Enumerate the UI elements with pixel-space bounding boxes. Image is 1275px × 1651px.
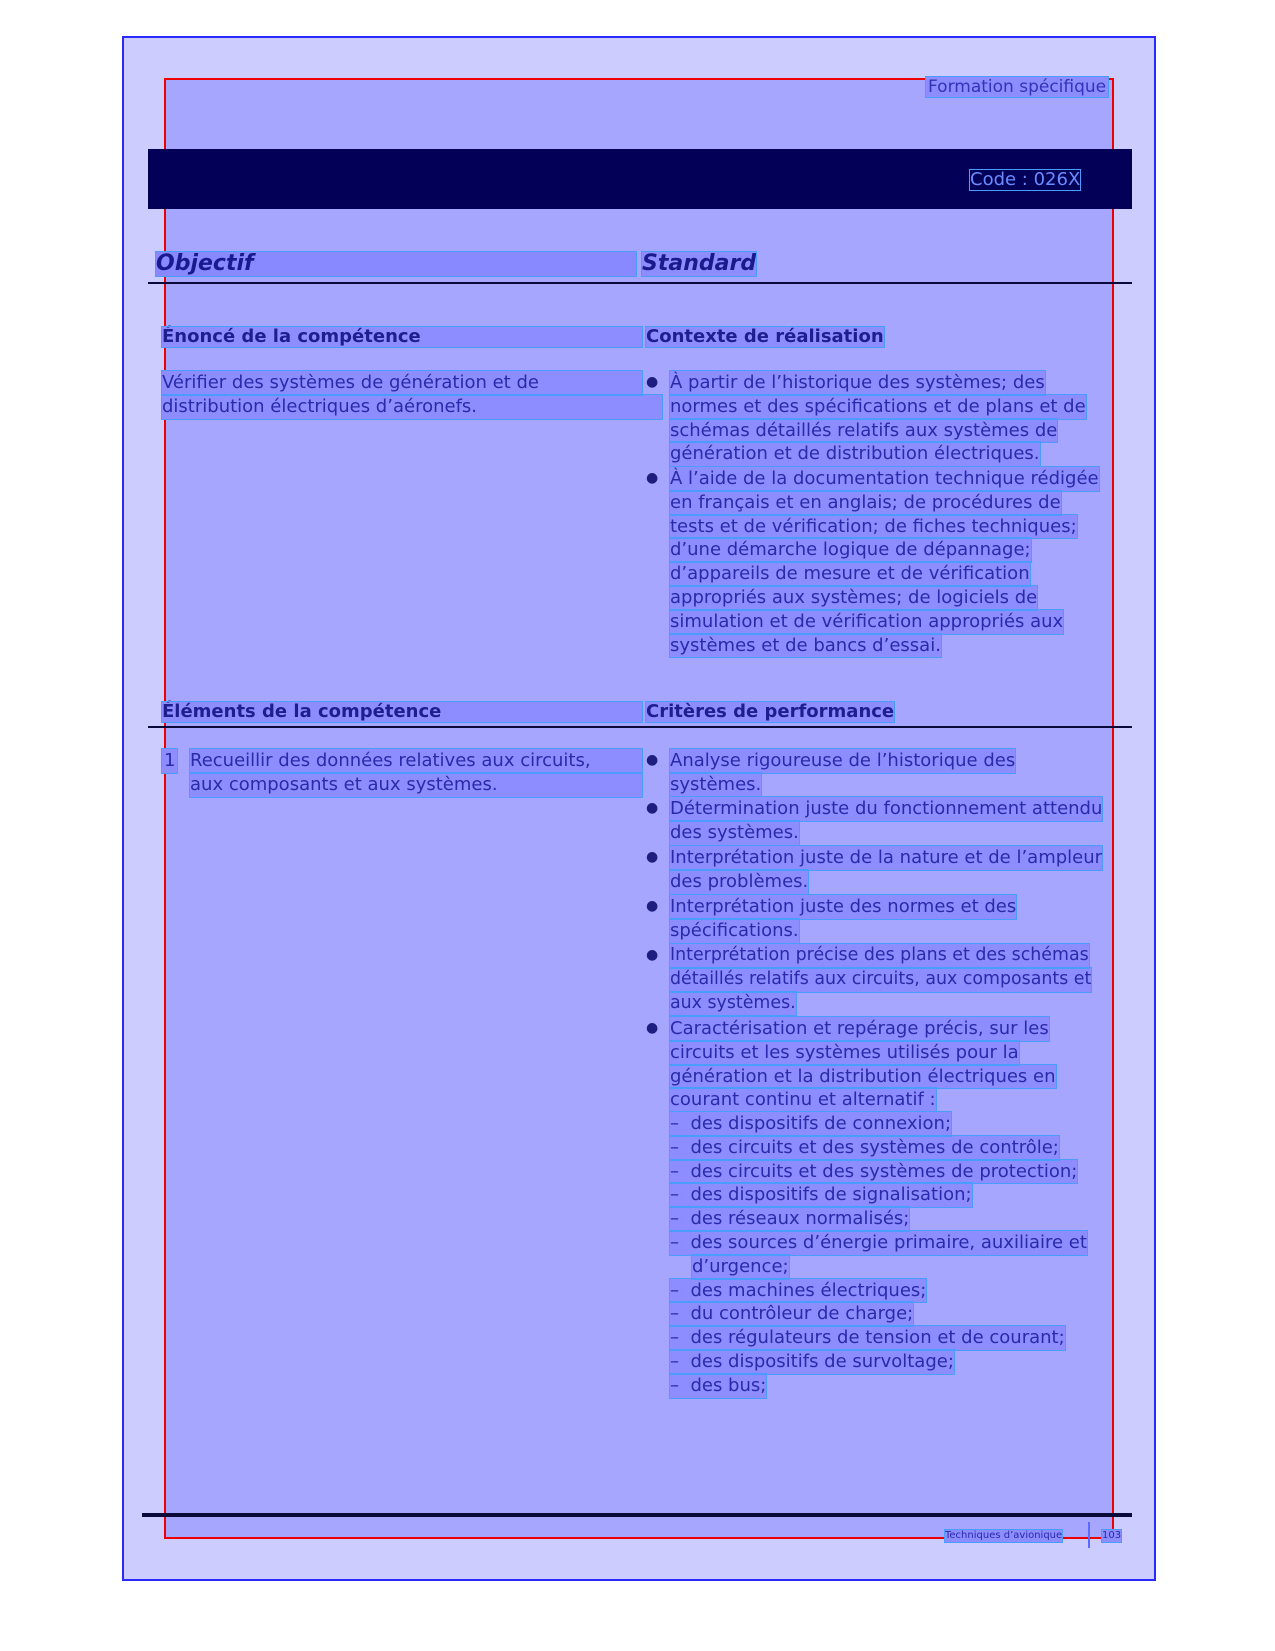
dash-list: [670, 1112, 1087, 1398]
footer-title: Techniques d’avionique: [945, 1530, 1063, 1541]
critere-bullet: [670, 944, 1091, 1015]
critere-line: Interprétation juste des normes et des: [670, 896, 1017, 917]
enonce-line: Vérifier des systèmes de génération et de: [162, 371, 642, 395]
contexte-line: schémas détaillés relatifs aux systèmes de: [670, 419, 1058, 441]
contexte-line: simulation et de vérification appropriés aux: [670, 610, 1064, 632]
critere-bullet: [670, 1017, 1056, 1112]
critere-line: Interprétation précise des plans et des schémas: [670, 944, 1089, 968]
critere-line: Interprétation juste de la nature et de l’ampleur: [670, 847, 1103, 868]
objectif-heading: Objectif: [156, 252, 636, 276]
bullet-icon: ●: [646, 849, 659, 865]
critere-line: détaillés relatifs aux circuits, aux composants et: [670, 968, 1091, 992]
contexte-line: systèmes et de bancs d’essai.: [670, 634, 941, 656]
element-number: 1: [164, 750, 176, 771]
critere-bullet: [670, 797, 1102, 845]
critere-bullet: [670, 749, 1015, 797]
footer-rule: [142, 1513, 1132, 1517]
contexte-line: en français et en anglais; de procédures de: [670, 491, 1061, 513]
contexte-line: tests et de vérification; de fiches techniques;: [670, 515, 1077, 537]
dash-item: – des sources d’énergie primaire, auxiliaire et: [670, 1231, 1087, 1253]
critere-line: circuits et les systèmes utilisés pour la: [670, 1041, 1019, 1063]
dash-item: – des régulateurs de tension et de courant;: [670, 1327, 1065, 1349]
enonce-title: Énoncé de la compétence: [162, 327, 642, 347]
critere-line: Caractérisation et repérage précis, sur les: [670, 1018, 1049, 1039]
critere-bullet: [670, 895, 1016, 943]
dash-item: – des dispositifs de signalisation;: [670, 1184, 972, 1206]
bullet-icon: ●: [646, 1020, 659, 1036]
bullet-icon: ●: [646, 800, 659, 816]
bullet-icon: ●: [646, 470, 659, 486]
enonce-text: [162, 371, 662, 419]
bullet-icon: ●: [646, 752, 659, 768]
element-text: [190, 749, 642, 797]
criteres-title: Critères de performance: [646, 701, 895, 722]
dash-item: – du contrôleur de charge;: [670, 1303, 914, 1325]
header-section-label: Formation spécifique: [928, 77, 1107, 97]
contexte-line: génération et de distribution électriques.: [670, 443, 1040, 465]
bullet-icon: ●: [646, 947, 659, 963]
critere-line: des systèmes.: [670, 821, 799, 843]
elements-rule: [148, 726, 1132, 728]
critere-line: génération et la distribution électriques en: [670, 1065, 1056, 1087]
critere-line: des problèmes.: [670, 870, 809, 892]
critere-line: spécifications.: [670, 919, 799, 941]
element-line: aux composants et aux systèmes.: [190, 773, 642, 797]
dash-item: – des dispositifs de connexion;: [670, 1113, 952, 1134]
bullet-icon: ●: [646, 374, 659, 390]
contexte-line: À l’aide de la documentation technique rédigée: [670, 468, 1099, 489]
contexte-title: Contexte de réalisation: [646, 326, 884, 347]
critere-line: systèmes.: [670, 773, 762, 795]
enonce-line: distribution électriques d’aéronefs.: [162, 395, 662, 419]
objectif-rule: [148, 282, 1132, 284]
dash-item: – des dispositifs de survoltage;: [670, 1350, 954, 1372]
critere-line: courant continu et alternatif :: [670, 1089, 936, 1111]
contexte-line: d’une démarche logique de dépannage;: [670, 539, 1031, 561]
dash-item: – des circuits et des systèmes de contrôle;: [670, 1136, 1059, 1158]
dash-item-continuation: d’urgence;: [692, 1255, 789, 1277]
contexte-bullet: [670, 467, 1099, 657]
contexte-bullet: [670, 371, 1086, 466]
dash-item: – des circuits et des systèmes de protection;: [670, 1160, 1078, 1182]
critere-line: Analyse rigoureuse de l’historique des: [670, 750, 1016, 771]
contexte-line: d’appareils de mesure et de vérification: [670, 563, 1030, 585]
critere-bullet: [670, 846, 1102, 894]
footer-divider: [1088, 1522, 1090, 1548]
dash-item: – des réseaux normalisés;: [670, 1208, 910, 1230]
competency-code: Code : 026X: [970, 169, 1081, 190]
standard-heading: Standard: [642, 251, 757, 276]
contexte-line: À partir de l’historique des systèmes; des: [670, 372, 1045, 393]
bullet-icon: ●: [646, 898, 659, 914]
contexte-line: normes et des spécifications et de plans et de: [670, 395, 1086, 417]
critere-line: Détermination juste du fonctionnement attendu: [670, 798, 1103, 819]
contexte-line: appropriés aux systèmes; de logiciels de: [670, 586, 1038, 608]
dash-item: – des machines électriques;: [670, 1279, 927, 1301]
elements-title: Éléments de la compétence: [162, 702, 642, 722]
element-line: Recueillir des données relatives aux circuits,: [190, 749, 642, 773]
dash-item: – des bus;: [670, 1374, 767, 1396]
critere-line: aux systèmes.: [670, 992, 796, 1016]
page-number: 103: [1102, 1530, 1122, 1541]
